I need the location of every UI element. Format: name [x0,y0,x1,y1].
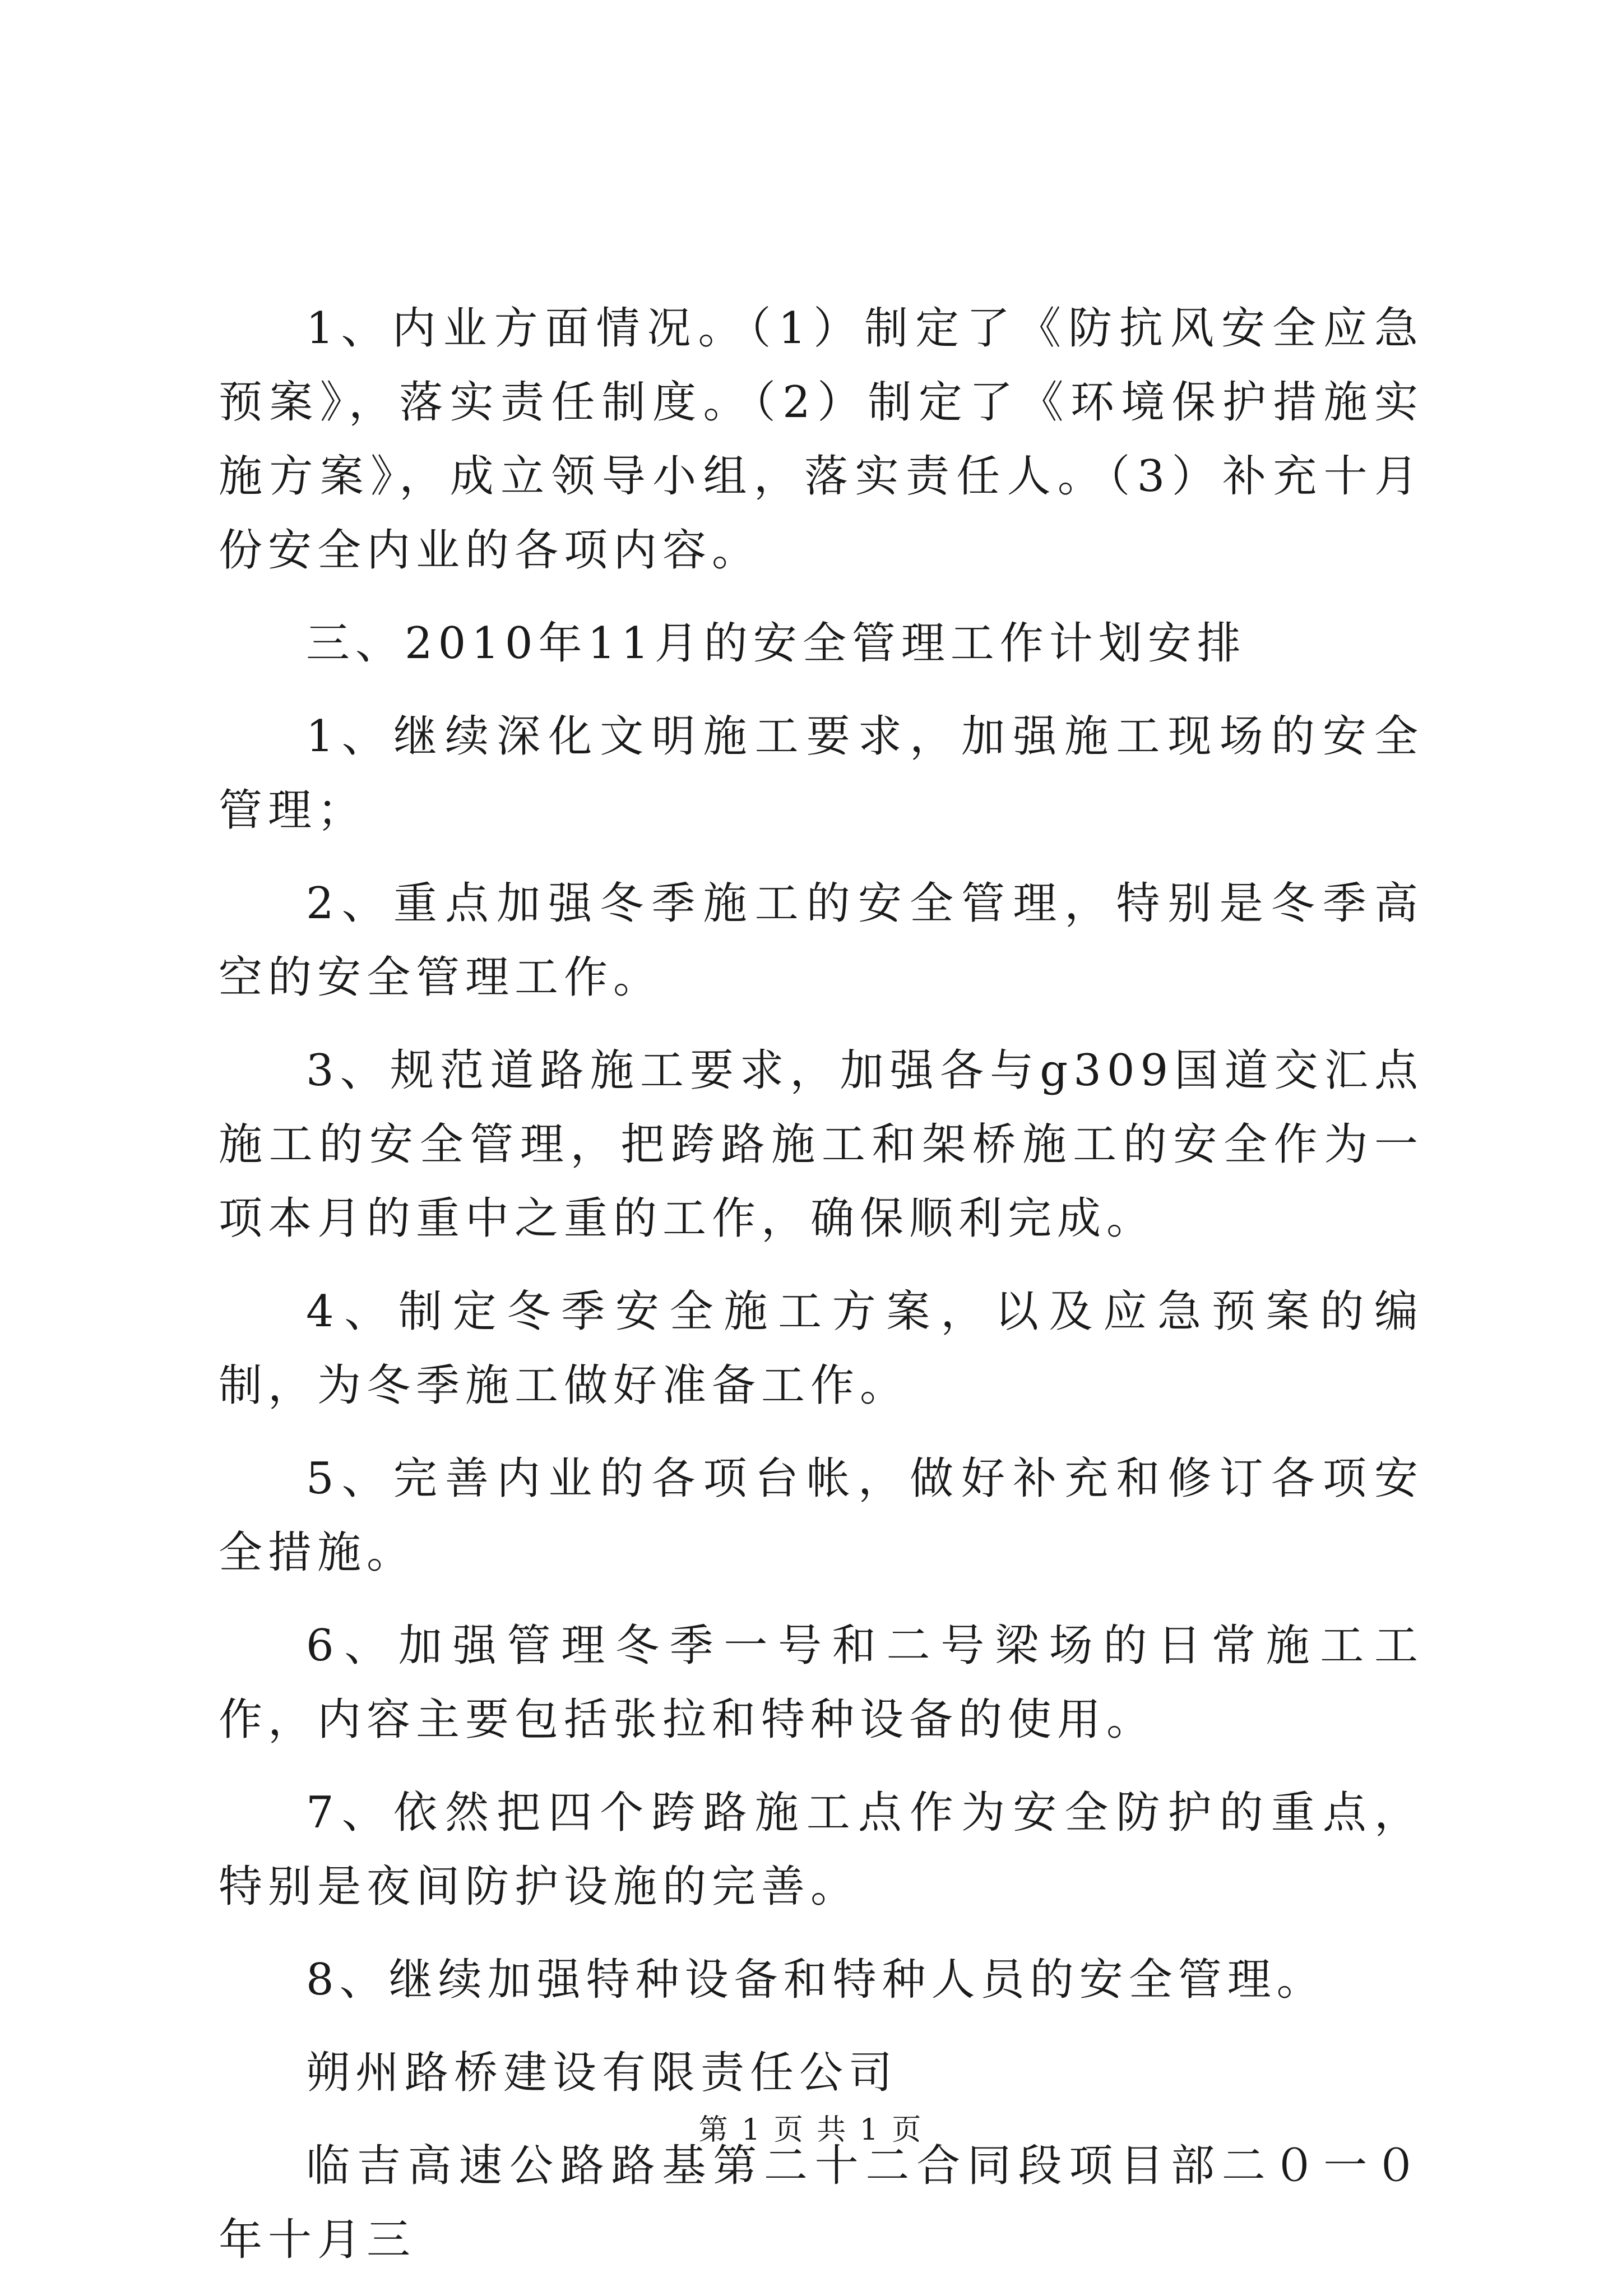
plan-item-1: 1、继续深化文明施工要求，加强施工现场的安全管理； [219,711,1424,836]
plan-item-5: 5、完善内业的各项台帐，做好补充和修订各项安全措施。 [219,1453,1424,1578]
project-department-date: 临吉高速公路路基第二十二合同段项目部二０一０年十月三 [219,2141,1424,2265]
page-footer: 第 1 页 共 1 页 [698,2113,924,2147]
plan-item-3: 3、规范道路施工要求，加强各与g309国道交汇点施工的安全管理，把跨路施工和架桥施工的安全作为一项本月的重中之重的工作，确保顺利完成。 [219,1045,1424,1244]
company-name: 朔州路桥建设有限责任公司 [306,2048,898,2098]
plan-item-6: 6、加强管理冬季一号和二号梁场的日常施工工作，内容主要包括张拉和特种设备的使用。 [219,1621,1424,1745]
plan-item-7: 7、依然把四个跨路施工点作为安全防护的重点，特别是夜间防护设施的完善。 [219,1788,1424,1912]
plan-item-4: 4、制定冬季安全施工方案，以及应急预案的编制，为冬季施工做好准备工作。 [219,1286,1424,1411]
section-heading-plan: 三、2010年11月的安全管理工作计划安排 [306,618,1246,669]
plan-item-2: 2、重点加强冬季施工的安全管理，特别是冬季高空的安全管理工作。 [219,878,1424,1003]
plan-item-8: 8、继续加强特种设备和特种人员的安全管理。 [306,1955,1326,2005]
paragraph-internal-work: 1、内业方面情况。（1）制定了《防抗风安全应急预案》，落实责任制度。（2）制定了《环境保护措施实施方案》，成立领导小组，落实责任人。（3）补充十月份安全内业的各项内容。 [219,303,1424,576]
document-body [219,291,1424,2296]
